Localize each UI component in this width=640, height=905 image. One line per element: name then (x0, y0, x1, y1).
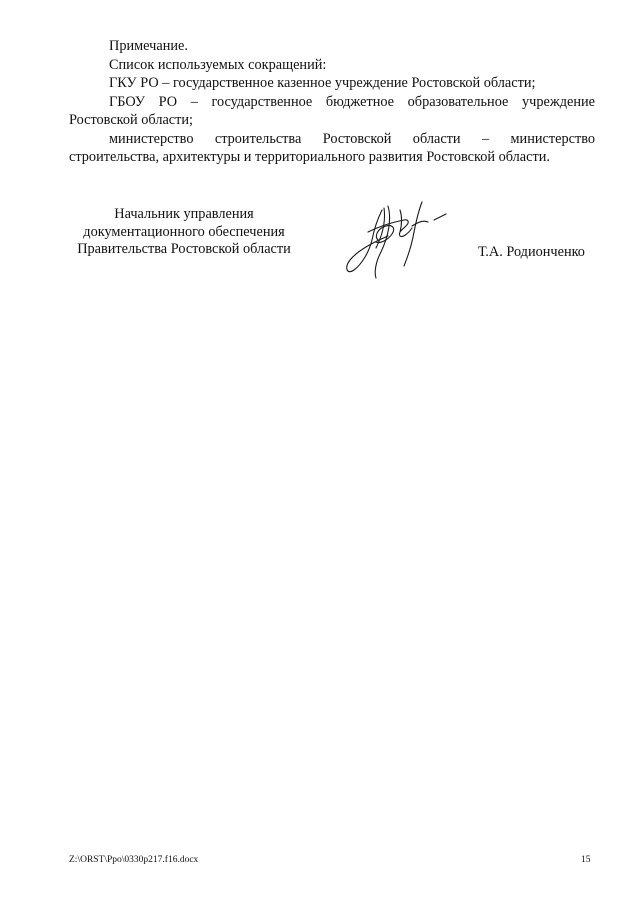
position-line-3: Правительства Ростовской области (77, 241, 291, 257)
signatory-position (65, 206, 303, 259)
abbreviation-gku: ГКУ РО – государственное казенное учреждение Ростовской области; (109, 75, 536, 91)
notes-heading: Примечание. (109, 38, 188, 54)
position-line-1: Начальник управления (114, 206, 254, 222)
abbreviation-ministry-line2: строительства, архитектуры и территориального развития Ростовской области. (69, 149, 550, 165)
footer-file-path: Z:\ORST\Ppo\0330p217.f16.docx (69, 855, 199, 865)
notes-section (69, 37, 595, 167)
position-line-2: документационного обеспечения (83, 223, 285, 240)
abbreviation-gbou-line2: Ростовской области; (69, 112, 194, 128)
abbreviations-title: Список используемых сокращений: (109, 56, 327, 73)
abbreviation-ministry-line1: министерство строительства Ростовской области – министерство (109, 130, 595, 147)
page-number: 15 (581, 855, 591, 865)
abbreviation-gbou-line1: ГБОУ РО – государственное бюджетное образовательное учреждение (109, 93, 595, 110)
signer-name: Т.А. Родионченко (478, 244, 585, 260)
handwritten-signature (338, 196, 450, 282)
